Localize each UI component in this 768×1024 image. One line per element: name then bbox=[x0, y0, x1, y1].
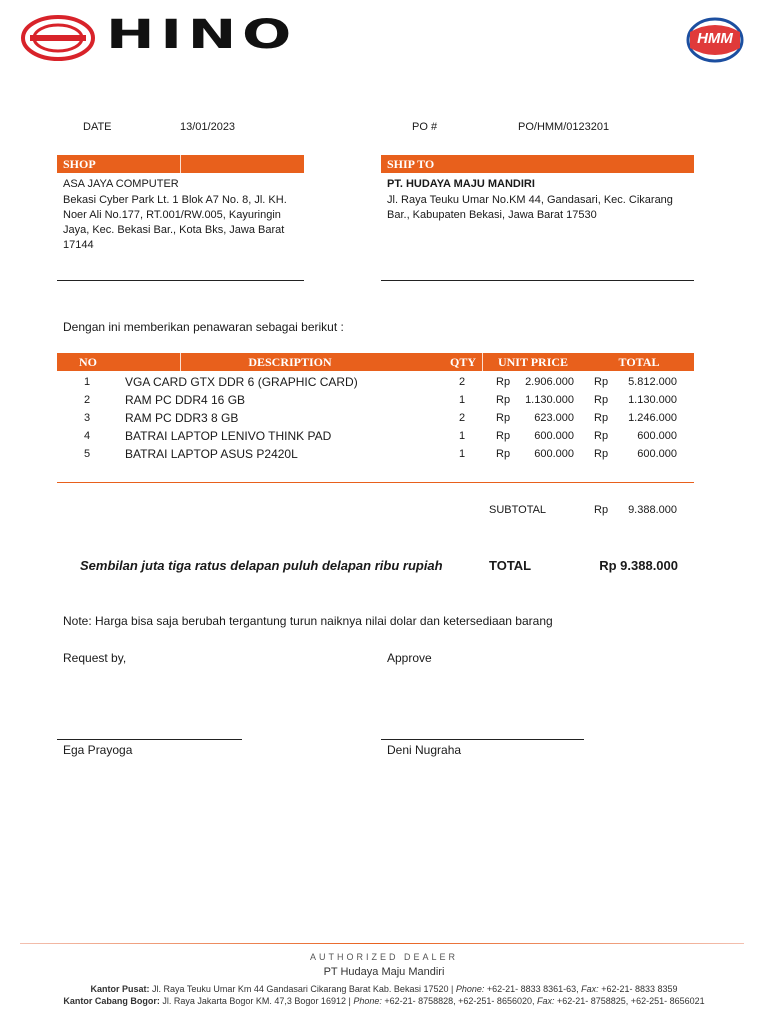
row-description: BATRAI LAPTOP LENIVO THINK PAD bbox=[125, 429, 332, 443]
ship-to-address-line: Jl. Raya Teuku Umar No.KM 44, Gandasari, Kec. Cikarang bbox=[387, 194, 673, 206]
kantor-pusat-phone: +62-21- 8833 8361-63, bbox=[484, 984, 582, 994]
row-unit-price: 1.130.000 bbox=[525, 394, 574, 406]
subtotal-value: 9.388.000 bbox=[628, 504, 677, 516]
request-by-label: Request by, bbox=[63, 651, 127, 665]
cabang-fax-label: Fax: bbox=[536, 996, 555, 1006]
hmm-logo-text: HMM bbox=[697, 30, 733, 47]
row-total-currency: Rp bbox=[594, 412, 609, 424]
row-no: 1 bbox=[84, 376, 91, 388]
cabang-fax: +62-21- 8758825, +62-251- 8656021 bbox=[554, 996, 705, 1006]
row-no: 2 bbox=[84, 394, 91, 406]
col-qty: QTY bbox=[449, 355, 476, 369]
row-total: 600.000 bbox=[637, 430, 677, 442]
authorized-dealer: AUTHORIZED DEALER bbox=[309, 952, 458, 962]
requester-signature-line bbox=[57, 739, 242, 740]
ship-to-address-line: Bar., Kabupaten Bekasi, Jawa Barat 17530 bbox=[387, 209, 597, 221]
row-qty: 2 bbox=[459, 376, 466, 388]
row-unit-currency: Rp bbox=[496, 448, 511, 460]
table-row bbox=[0, 393, 768, 411]
row-total: 600.000 bbox=[637, 448, 677, 460]
brand-name: HINO bbox=[106, 12, 298, 58]
ship-to-header: SHIP TO bbox=[387, 157, 435, 171]
row-total-currency: Rp bbox=[594, 430, 609, 442]
footer-divider bbox=[20, 943, 744, 944]
cabang-address: Jl. Raya Jakarta Bogor KM. 47,3 Bogor 16912 | bbox=[159, 996, 354, 1006]
total-label: TOTAL bbox=[489, 558, 532, 573]
ship-to-address bbox=[387, 193, 697, 223]
table-row bbox=[0, 429, 768, 447]
kantor-pusat-phone-label: Phone: bbox=[455, 984, 485, 994]
shop-name: ASA JAYA COMPUTER bbox=[63, 178, 179, 190]
footer-kantor-cabang bbox=[0, 996, 768, 1006]
table-row bbox=[0, 375, 768, 393]
shop-address-line: Bekasi Cyber Park Lt. 1 Blok A7 No. 8, Jl. KH. bbox=[63, 194, 287, 206]
row-description: BATRAI LAPTOP ASUS P2420L bbox=[125, 447, 298, 461]
approve-label: Approve bbox=[387, 651, 432, 665]
ship-to-divider bbox=[381, 280, 694, 281]
shop-address-line: Jaya, Kec. Bekasi Bar., Kota Bks, Jawa Barat bbox=[63, 224, 285, 236]
date-label: DATE bbox=[83, 121, 112, 133]
col-description: DESCRIPTION bbox=[248, 355, 332, 369]
row-total-currency: Rp bbox=[594, 376, 609, 388]
ship-to-header-bar bbox=[381, 155, 694, 173]
footer-kantor-pusat bbox=[0, 984, 768, 994]
row-total-currency: Rp bbox=[594, 448, 609, 460]
hino-logo bbox=[20, 14, 320, 62]
row-description: VGA CARD GTX DDR 6 (GRAPHIC CARD) bbox=[125, 375, 358, 389]
table-bottom-divider bbox=[57, 482, 694, 483]
table-body bbox=[0, 375, 768, 470]
row-unit-price: 600.000 bbox=[534, 430, 574, 442]
row-unit-currency: Rp bbox=[496, 430, 511, 442]
col-unit-price: UNIT PRICE bbox=[497, 355, 569, 369]
row-no: 3 bbox=[84, 412, 91, 424]
row-total: 1.246.000 bbox=[628, 412, 677, 424]
row-description: RAM PC DDR3 8 GB bbox=[125, 411, 239, 425]
subtotal-currency: Rp bbox=[594, 504, 609, 516]
po-label: PO # bbox=[412, 121, 438, 133]
hino-emblem-icon bbox=[20, 14, 96, 62]
note-text: Note: Harga bisa saja berubah tergantung turun naiknya nilai dolar dan ketersediaan barang bbox=[63, 614, 553, 628]
col-total: TOTAL bbox=[618, 355, 660, 369]
ship-to-name: PT. HUDAYA MAJU MANDIRI bbox=[387, 178, 535, 190]
row-no: 4 bbox=[84, 430, 91, 442]
cabang-phone: +62-21- 8758828, +62-251- 8656020, bbox=[381, 996, 537, 1006]
col-no: NO bbox=[79, 355, 97, 369]
row-total-currency: Rp bbox=[594, 394, 609, 406]
shop-address bbox=[63, 193, 308, 253]
table-header bbox=[57, 353, 694, 371]
po-value: PO/HMM/0123201 bbox=[518, 121, 610, 133]
cabang-label: Kantor Cabang Bogor: bbox=[63, 996, 160, 1006]
kantor-pusat-fax: +62-21- 8833 8359 bbox=[598, 984, 678, 994]
row-qty: 2 bbox=[459, 412, 466, 424]
row-unit-price: 600.000 bbox=[534, 448, 574, 460]
shop-header: SHOP bbox=[63, 157, 96, 171]
kantor-pusat-address: Jl. Raya Teuku Umar Km 44 Gandasari Cikarang Barat Kab. Bekasi 17520 | bbox=[149, 984, 456, 994]
date-value: 13/01/2023 bbox=[180, 121, 236, 133]
row-no: 5 bbox=[84, 448, 91, 460]
approver-name: Deni Nugraha bbox=[387, 743, 462, 757]
row-qty: 1 bbox=[459, 394, 466, 406]
row-qty: 1 bbox=[459, 430, 466, 442]
table-row bbox=[0, 447, 768, 465]
kantor-pusat-label: Kantor Pusat: bbox=[90, 984, 150, 994]
footer-company: PT Hudaya Maju Mandiri bbox=[323, 966, 445, 978]
row-unit-price: 2.906.000 bbox=[525, 376, 574, 388]
row-description: RAM PC DDR4 16 GB bbox=[125, 393, 246, 407]
row-unit-currency: Rp bbox=[496, 412, 511, 424]
shop-address-line: 17144 bbox=[63, 239, 94, 251]
row-unit-currency: Rp bbox=[496, 376, 511, 388]
shop-address-line: Noer Ali No.177, RT.001/RW.005, Kayuringin bbox=[63, 209, 281, 221]
hmm-logo bbox=[686, 16, 744, 64]
row-unit-price: 623.000 bbox=[534, 412, 574, 424]
row-qty: 1 bbox=[459, 448, 466, 460]
shop-header-bar bbox=[57, 155, 304, 173]
total-in-words: Sembilan juta tiga ratus delapan puluh delapan ribu rupiah bbox=[80, 558, 443, 573]
row-total: 5.812.000 bbox=[628, 376, 677, 388]
subtotal-label: SUBTOTAL bbox=[489, 504, 547, 516]
cabang-phone-label: Phone: bbox=[353, 996, 382, 1006]
table-row bbox=[0, 411, 768, 429]
intro-text: Dengan ini memberikan penawaran sebagai berikut : bbox=[63, 320, 344, 334]
row-total: 1.130.000 bbox=[628, 394, 677, 406]
row-unit-currency: Rp bbox=[496, 394, 511, 406]
approver-signature-line bbox=[381, 739, 584, 740]
requester-name: Ega Prayoga bbox=[63, 743, 133, 757]
total-value: Rp 9.388.000 bbox=[599, 558, 678, 573]
kantor-pusat-fax-label: Fax: bbox=[581, 984, 599, 994]
shop-divider bbox=[57, 280, 304, 281]
